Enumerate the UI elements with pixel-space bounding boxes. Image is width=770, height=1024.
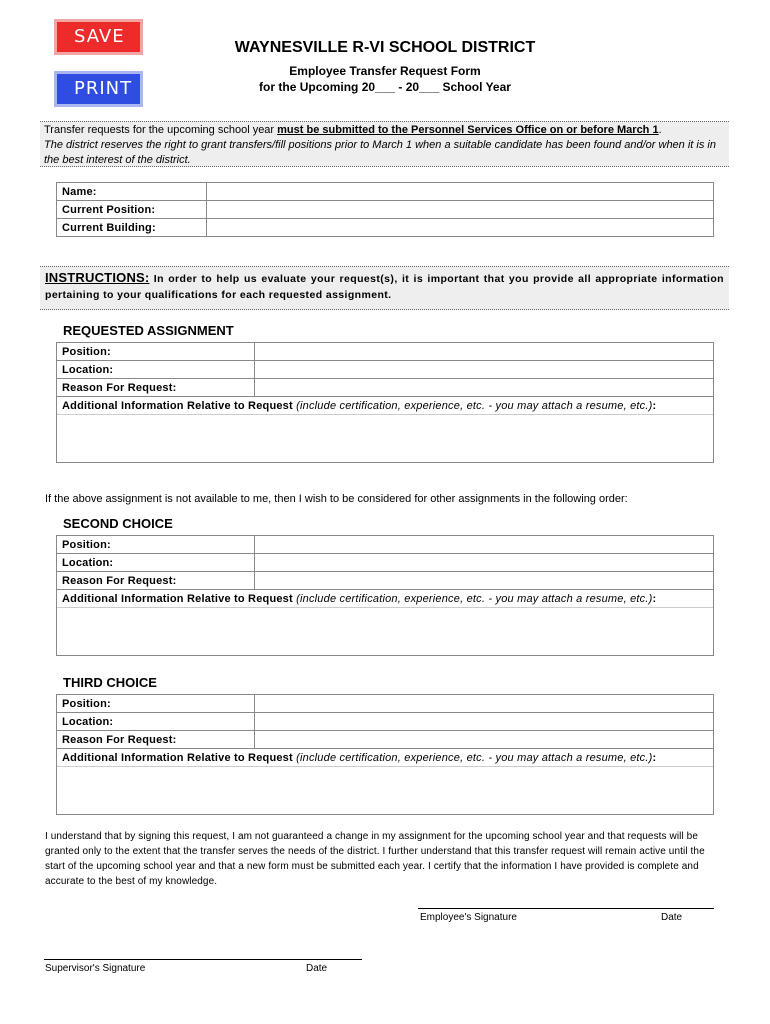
save-button[interactable]: SAVE [54,19,143,55]
preference-text: If the above assignment is not available to me, then I wish to be considered for other assignments in the following order: [45,493,628,505]
instructions-heading: INSTRUCTIONS: [45,270,150,285]
additional-info-colon: : [652,592,657,605]
reason-label: Reason For Request: [57,731,255,749]
location-label: Location: [57,361,255,379]
additional-info-note: (include certification, experience, etc. - you may attach a resume, etc.) [296,751,653,764]
current-building-label: Current Building: [57,219,207,237]
name-label: Name: [57,183,207,201]
third-location-field[interactable] [255,713,714,731]
supervisor-signature-line[interactable] [44,959,362,960]
supervisor-signature-label: Supervisor's Signature [45,963,146,974]
third-choice-table [56,694,714,815]
second-choice-title: SECOND CHOICE [63,516,173,531]
school-year-line: for the Upcoming 20___ - 20___ School Year [259,80,511,94]
print-button[interactable]: PRINT [54,71,143,107]
notice-reservation: The district reserves the right to grant transfers/fill positions prior to March 1 when a suitable candidate has been found and/or when it is in the best interest of the district. [44,139,716,166]
position-label: Position: [57,343,255,361]
requested-assignment-title: REQUESTED ASSIGNMENT [63,323,234,338]
second-reason-field[interactable] [255,572,714,590]
requested-assignment-table [56,342,714,463]
supervisor-date-label: Date [306,963,328,974]
second-additional-field[interactable] [57,608,714,656]
notice-text: Transfer requests for the upcoming school year [44,124,278,136]
notice-period: . [658,124,662,136]
location-label: Location: [57,713,255,731]
district-title: WAYNESVILLE R-VI SCHOOL DISTRICT [234,39,536,56]
third-position-field[interactable] [255,695,714,713]
position-label: Position: [57,695,255,713]
employee-signature-label: Employee's Signature [420,912,517,923]
additional-info-colon: : [652,751,657,764]
employee-date-label: Date [661,912,683,923]
additional-info-note: (include certification, experience, etc. - you may attach a resume, etc.) [296,592,653,605]
third-choice-title: THIRD CHOICE [63,675,157,690]
additional-info-label [57,397,714,415]
third-reason-field[interactable] [255,731,714,749]
additional-info-note: (include certification, experience, etc. - you may attach a resume, etc.) [296,399,653,412]
current-building-field[interactable] [207,219,714,237]
additional-info-text: Additional Information Relative to Request [62,592,293,605]
additional-info-label [57,590,714,608]
additional-info-label [57,749,714,767]
name-field[interactable] [207,183,714,201]
additional-info-colon: : [652,399,657,412]
employee-signature-line[interactable] [418,908,714,909]
requested-additional-field[interactable] [57,415,714,463]
third-additional-field[interactable] [57,767,714,815]
location-label: Location: [57,554,255,572]
notice-deadline: must be submitted to the Personnel Services Office on or before March 1 [277,124,659,136]
additional-info-text: Additional Information Relative to Request [62,399,293,412]
reason-label: Reason For Request: [57,572,255,590]
requested-location-field[interactable] [255,361,714,379]
current-position-field[interactable] [207,201,714,219]
current-position-label: Current Position: [57,201,207,219]
form-title: Employee Transfer Request Form [289,64,481,78]
second-location-field[interactable] [255,554,714,572]
requested-position-field[interactable] [255,343,714,361]
instructions-text: In order to help us evaluate your request(s), it is important that you provide all appropriate information pertaining to your qualifications for each requested assignment. [45,273,724,301]
second-choice-table [56,535,714,656]
certification-statement: I understand that by signing this request, I am not guaranteed a change in my assignment for the upcoming school year and that requests will be granted only to the extent that the transfer serves the needs of the district. I further understand that this transfer request will remain active until the start of the upcoming school year and that a new form must be submitted each year. I certify that the information I have provided is complete and accurate to the best of my knowledge. [45,831,705,887]
reason-label: Reason For Request: [57,379,255,397]
second-position-field[interactable] [255,536,714,554]
instructions-box [40,266,729,310]
position-label: Position: [57,536,255,554]
additional-info-text: Additional Information Relative to Request [62,751,293,764]
employee-info-table [56,182,714,237]
requested-reason-field[interactable] [255,379,714,397]
deadline-notice [40,121,729,167]
